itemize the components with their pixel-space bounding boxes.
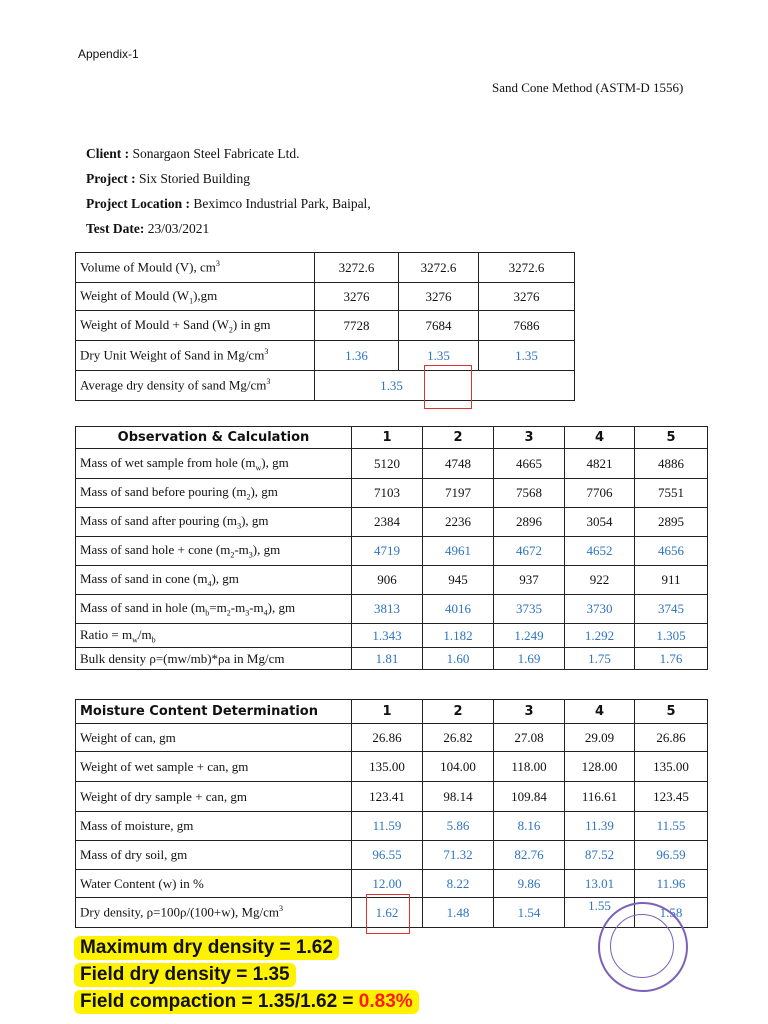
cell: 128.00	[565, 752, 635, 782]
cell: 2384	[352, 508, 423, 537]
cell: 3272.6	[399, 253, 479, 283]
cell: 123.41	[352, 782, 423, 812]
cell: 1.60	[423, 648, 494, 670]
dry-unit-weight-label: Dry Unit Weight of Sand in $Mg/cm^3$	[76, 341, 315, 371]
cell: 116.61	[565, 782, 635, 812]
cell: 13.01	[565, 870, 635, 898]
cell: 5.86	[423, 812, 494, 841]
row-label: Water Content (w) in %	[76, 870, 352, 898]
location-value: Beximco Industrial Park, Baipal,	[193, 196, 371, 211]
col-header: 1	[352, 427, 423, 449]
table-row	[76, 283, 575, 311]
cell: 7551	[635, 479, 708, 508]
table-header-row	[76, 427, 708, 449]
cell: 12.00	[352, 870, 423, 898]
cell: 26.86	[352, 724, 423, 752]
table-row	[76, 752, 708, 782]
mould-table	[75, 252, 575, 401]
location-line	[86, 196, 371, 212]
cell: 109.84	[494, 782, 565, 812]
client-value: Sonargaon Steel Fabricate Ltd.	[132, 146, 300, 161]
mould-weight-label: Weight of Mould $(W_1),gm$	[76, 283, 315, 311]
cell: 7706	[565, 479, 635, 508]
cell: 1.81	[352, 648, 423, 670]
field-compaction-line	[74, 990, 419, 1014]
cell: 3054	[565, 508, 635, 537]
col-header: 2	[423, 427, 494, 449]
table-row	[76, 566, 708, 595]
cell: 2895	[635, 508, 708, 537]
table-row	[76, 341, 575, 371]
cell: 3272.6	[315, 253, 399, 283]
cell: 11.55	[635, 812, 708, 841]
table-row	[76, 371, 575, 401]
cell: 1.58	[635, 898, 708, 928]
cell: 3813	[352, 595, 423, 624]
cell: 2896	[494, 508, 565, 537]
cell: 1.182	[423, 624, 494, 648]
row-label: Mass of sand in cone $(m_4)$, gm	[76, 566, 352, 595]
cell: 7684	[399, 311, 479, 341]
cell: 1.35	[479, 341, 575, 371]
row-label: Mass of sand after pouring $(m_3)$, gm	[76, 508, 352, 537]
average-dry-density-label: Average dry density of sand $Mg/cm^3$	[76, 371, 315, 401]
col-header: 5	[635, 700, 708, 724]
table-row	[76, 449, 708, 479]
appendix-label: Appendix-1	[78, 47, 139, 61]
cell: 4016	[423, 595, 494, 624]
date-label: Test Date:	[86, 221, 145, 236]
row-label: Mass of sand in hole $(m_b=m_2-m_3-m_4)$, gm	[76, 595, 352, 624]
row-label: Mass of moisture, gm	[76, 812, 352, 841]
project-value: Six Storied Building	[138, 171, 250, 186]
cell: 3276	[479, 283, 575, 311]
field-compaction-value: 0.83%	[358, 991, 413, 1012]
cell: 1.292	[565, 624, 635, 648]
project-line	[86, 171, 250, 187]
table-row	[76, 782, 708, 812]
cell: 27.08	[494, 724, 565, 752]
cell: 7686	[479, 311, 575, 341]
row-label: Dry density, ρ=100ρ/(100+w), $Mg/cm^3$	[76, 898, 352, 928]
cell: 3730	[565, 595, 635, 624]
cell: 96.55	[352, 841, 423, 870]
col-header: 2	[423, 700, 494, 724]
col-header: 4	[565, 427, 635, 449]
cell: 3745	[635, 595, 708, 624]
date-line	[86, 221, 209, 237]
table-row	[76, 724, 708, 752]
table-row	[76, 595, 708, 624]
cell: 7103	[352, 479, 423, 508]
moisture-title: Moisture Content Determination	[76, 700, 352, 724]
col-header: 3	[494, 427, 565, 449]
cell: 29.09	[565, 724, 635, 752]
table-header-row	[76, 700, 708, 724]
cell: 118.00	[494, 752, 565, 782]
cell: 4672	[494, 537, 565, 566]
field-dry-density-line: Field dry density = 1.35	[74, 963, 296, 987]
table-row	[76, 479, 708, 508]
table-row	[76, 537, 708, 566]
cell: 98.14	[423, 782, 494, 812]
cell: 1.69	[494, 648, 565, 670]
seal-stamp	[598, 902, 688, 992]
cell: 1.249	[494, 624, 565, 648]
cell: 4961	[423, 537, 494, 566]
cell: 11.96	[635, 870, 708, 898]
row-label: Weight of wet sample + can, gm	[76, 752, 352, 782]
col-header: 1	[352, 700, 423, 724]
cell: 906	[352, 566, 423, 595]
cell: 7568	[494, 479, 565, 508]
cell: 26.86	[635, 724, 708, 752]
client-line	[86, 146, 299, 162]
cell: 3276	[315, 283, 399, 311]
table-row	[76, 311, 575, 341]
cell: 4665	[494, 449, 565, 479]
row-label: Mass of sand hole + cone $(m_2-m_3)$, gm	[76, 537, 352, 566]
cell: 1.54	[494, 898, 565, 928]
row-label: Ratio = $m_w/m_b$	[76, 624, 352, 648]
cell: 1.36	[315, 341, 399, 371]
cell: 87.52	[565, 841, 635, 870]
cell: 3276	[399, 283, 479, 311]
observation-title: Observation & Calculation	[76, 427, 352, 449]
cell: 9.86	[494, 870, 565, 898]
highlight-box	[424, 365, 472, 409]
cell: 1.48	[423, 898, 494, 928]
table-row	[76, 508, 708, 537]
col-header: 4	[565, 700, 635, 724]
cell: 11.59	[352, 812, 423, 841]
cell: 135.00	[352, 752, 423, 782]
method-title: Sand Cone Method (ASTM-D 1556)	[492, 80, 684, 95]
cell: 7728	[315, 311, 399, 341]
col-header: 3	[494, 700, 565, 724]
col-header: 5	[635, 427, 708, 449]
table-row	[76, 812, 708, 841]
date-value: 23/03/2021	[147, 221, 210, 236]
cell: 4719	[352, 537, 423, 566]
average-dry-density-value: 1.35	[315, 371, 575, 401]
cell: 1.343	[352, 624, 423, 648]
cell: 4652	[565, 537, 635, 566]
cell: 3272.6	[479, 253, 575, 283]
cell: 4656	[635, 537, 708, 566]
cell: 4821	[565, 449, 635, 479]
location-label: Project Location :	[86, 196, 190, 211]
cell: 104.00	[423, 752, 494, 782]
row-label: Mass of sand before pouring $(m_2)$, gm	[76, 479, 352, 508]
observation-table	[75, 426, 708, 670]
project-label: Project :	[86, 171, 136, 186]
cell: 937	[494, 566, 565, 595]
cell: 4748	[423, 449, 494, 479]
row-label: Mass of wet sample from hole $(m_w)$, gm	[76, 449, 352, 479]
cell: 1.62	[352, 898, 423, 928]
cell: 3735	[494, 595, 565, 624]
cell: 123.45	[635, 782, 708, 812]
cell: 96.59	[635, 841, 708, 870]
cell: 1.305	[635, 624, 708, 648]
cell: 82.76	[494, 841, 565, 870]
client-label: Client :	[86, 146, 130, 161]
cell: 8.16	[494, 812, 565, 841]
table-row	[76, 253, 575, 283]
cell: 7197	[423, 479, 494, 508]
row-label: Bulk density ρ=(mw/mb)*ρa in Mg/cm	[76, 648, 352, 670]
row-label: Weight of can, gm	[76, 724, 352, 752]
cell: 26.82	[423, 724, 494, 752]
highlight-box	[366, 894, 410, 934]
mould-volume-label: Volume of Mould (V), $cm^3$	[76, 253, 315, 283]
cell: 1.76	[635, 648, 708, 670]
row-label: Mass of dry soil, gm	[76, 841, 352, 870]
cell: 11.39	[565, 812, 635, 841]
cell: 2236	[423, 508, 494, 537]
table-row	[76, 624, 708, 648]
cell: 71.32	[423, 841, 494, 870]
table-row	[76, 648, 708, 670]
field-compaction-text: Field compaction = 1.35/1.62 =	[80, 991, 359, 1012]
cell: 135.00	[635, 752, 708, 782]
cell: 8.22	[423, 870, 494, 898]
cell: 1.55	[565, 898, 635, 928]
max-dry-density-line: Maximum dry density = 1.62	[74, 936, 339, 960]
cell: 911	[635, 566, 708, 595]
cell: 945	[423, 566, 494, 595]
cell: 922	[565, 566, 635, 595]
table-row	[76, 841, 708, 870]
cell: 5120	[352, 449, 423, 479]
cell: 4886	[635, 449, 708, 479]
mould-sand-weight-label: Weight of Mould + Sand $(W_2)$ in gm	[76, 311, 315, 341]
cell: 1.35	[399, 341, 479, 371]
cell: 1.75	[565, 648, 635, 670]
row-label: Weight of dry sample + can, gm	[76, 782, 352, 812]
